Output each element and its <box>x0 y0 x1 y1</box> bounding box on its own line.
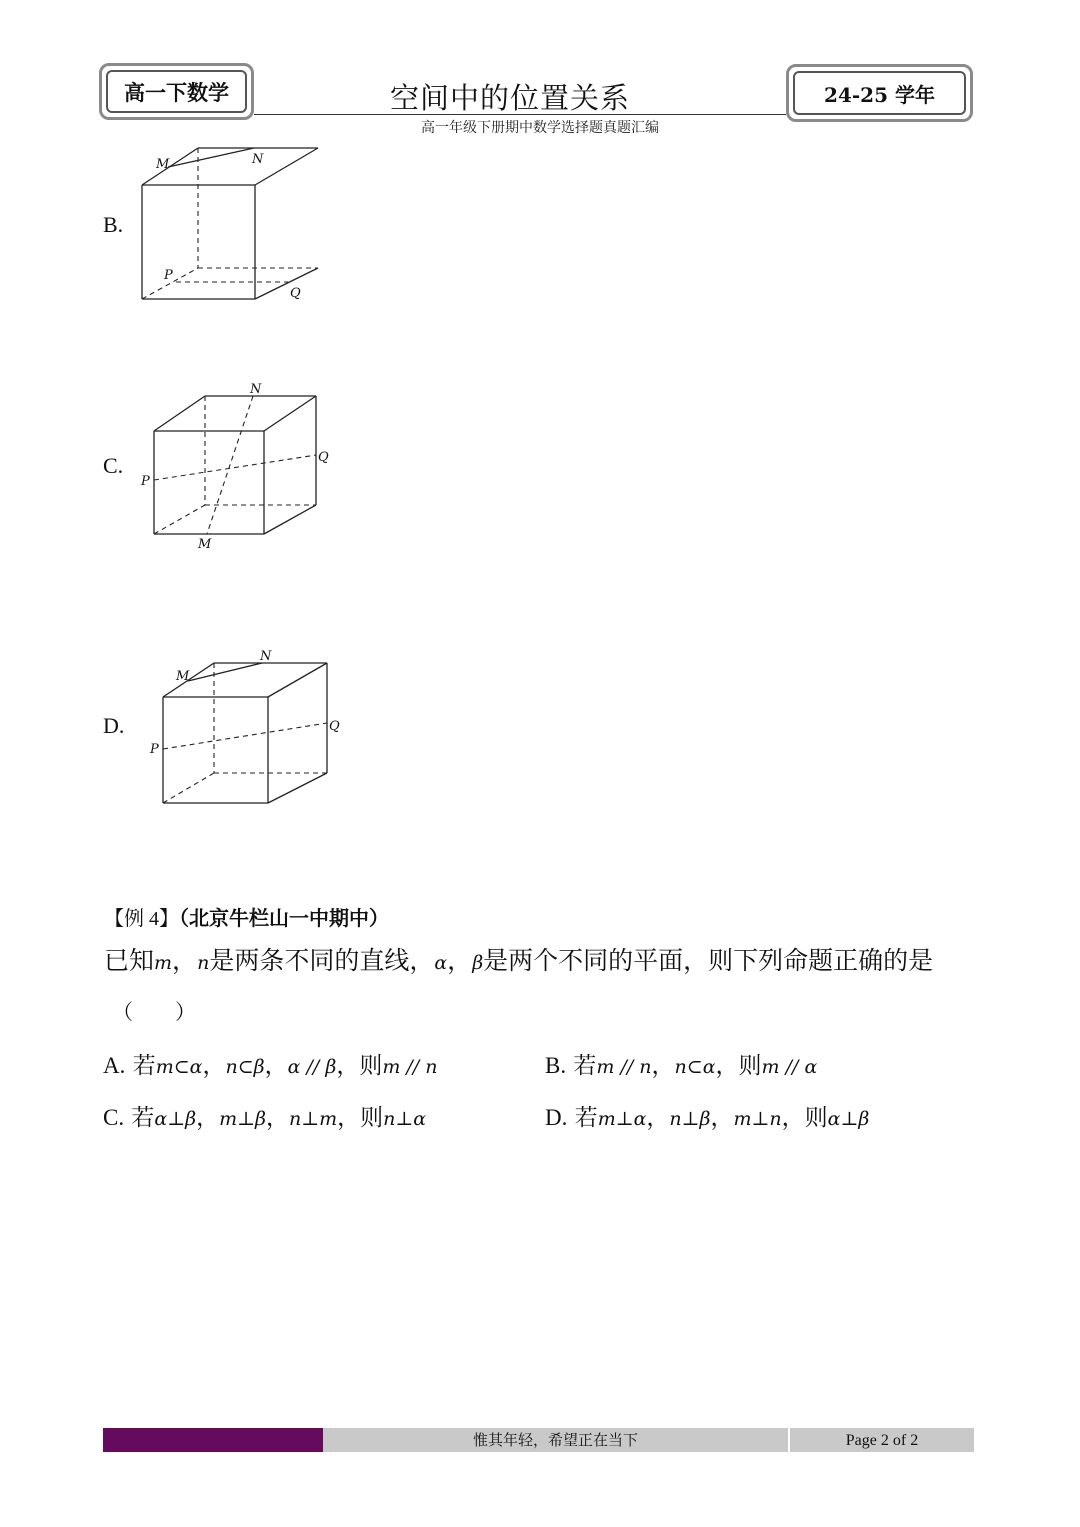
choice-conclusion: m // α <box>761 1056 818 1078</box>
choice-conclusion: n⊥α <box>383 1108 427 1130</box>
var-beta: β <box>472 952 484 974</box>
choice-d <box>545 1099 869 1132</box>
option-c-label: C. <box>103 453 124 478</box>
choice-word: 若 <box>573 1053 597 1079</box>
choice-sep: ，则 <box>715 1053 762 1079</box>
choice-sep: ， <box>202 1053 226 1079</box>
point-q-label: Q <box>318 450 329 465</box>
choice-letter: A. <box>103 1053 126 1078</box>
footer-motto: 惟其年轻，希望正在当下 <box>323 1428 788 1452</box>
choice-condition: α // β <box>287 1056 337 1078</box>
choice-condition: m⊂α <box>155 1056 203 1078</box>
choice-condition: m⊥n <box>733 1108 782 1130</box>
choice-sep: ， <box>646 1105 670 1131</box>
point-m-label: M <box>156 157 170 172</box>
choice-b <box>545 1047 817 1080</box>
cube-d-edge <box>268 773 327 803</box>
page-number: Page 2 of 2 <box>790 1428 974 1452</box>
cube-d-hidden-edge <box>163 773 214 803</box>
point-n-label: N <box>250 382 262 397</box>
var-alpha: α <box>434 952 448 974</box>
example-heading <box>104 902 389 931</box>
choice-word: 若 <box>132 1053 156 1079</box>
cube-d-edge <box>268 663 327 697</box>
choice-condition: n⊥β <box>669 1108 711 1130</box>
point-m-label: M <box>198 537 212 552</box>
point-p-label: P <box>164 268 173 283</box>
point-n-label: N <box>252 152 264 167</box>
choice-a <box>103 1047 437 1080</box>
choice-sep: ，则 <box>781 1105 828 1131</box>
choice-sep: ， <box>264 1053 288 1079</box>
example-label: 【例 4】 <box>104 908 179 930</box>
page-subtitle: 高一年级下册期中数学选择题真题汇编 <box>421 120 659 136</box>
choice-condition: n⊂α <box>674 1056 716 1078</box>
choice-conclusion: α⊥β <box>827 1108 870 1130</box>
question-text <box>104 941 933 977</box>
choice-word: 若 <box>131 1105 155 1131</box>
choice-letter: D. <box>545 1105 568 1130</box>
question-segment: 是两个不同的平面，则下列命题正确的是 <box>483 946 934 975</box>
choice-sep: ， <box>265 1105 289 1131</box>
choice-word: 若 <box>574 1105 598 1131</box>
point-p-label: P <box>150 742 159 757</box>
choice-condition: m⊥β <box>219 1108 266 1130</box>
option-b-label: B. <box>103 212 124 237</box>
subject-label: 高一下数学 <box>106 70 247 113</box>
question-segment: ， <box>447 946 473 975</box>
var-m: m <box>154 952 173 974</box>
choice-letter: B. <box>545 1053 567 1078</box>
choice-condition: m⊥α <box>597 1108 647 1130</box>
footer-accent-bar <box>103 1428 323 1452</box>
choice-sep: ，则 <box>337 1105 384 1131</box>
choice-conclusion: m // n <box>382 1056 438 1078</box>
point-q-label: Q <box>329 719 340 734</box>
var-n: n <box>197 952 210 974</box>
question-segment: 是两条不同的直线， <box>209 946 435 975</box>
answer-blank: （ ） <box>112 1000 196 1024</box>
question-segment: ， <box>172 946 198 975</box>
segment-mn <box>188 663 262 681</box>
choice-condition: n⊂β <box>225 1056 265 1078</box>
segment-pq <box>163 723 327 749</box>
question-segment: 已知 <box>104 946 155 975</box>
choice-condition: m // n <box>596 1056 652 1078</box>
choice-c <box>103 1099 426 1132</box>
choice-sep: ， <box>196 1105 220 1131</box>
point-q-label: Q <box>290 286 301 301</box>
choice-sep: ，则 <box>336 1053 383 1079</box>
option-d-label: D. <box>103 713 125 738</box>
example-source: （北京牛栏山一中期中） <box>179 906 389 930</box>
choice-letter: C. <box>103 1105 125 1130</box>
point-n-label: N <box>260 649 272 664</box>
choice-sep: ， <box>710 1105 734 1131</box>
point-m-label: M <box>176 669 190 684</box>
year-label: 24-25 学年 <box>793 71 966 115</box>
choice-condition: α⊥β <box>154 1108 197 1130</box>
choice-sep: ， <box>651 1053 675 1079</box>
page-title: 空间中的位置关系 <box>389 81 630 115</box>
choice-condition: n⊥m <box>288 1108 338 1130</box>
point-p-label: P <box>141 474 150 489</box>
